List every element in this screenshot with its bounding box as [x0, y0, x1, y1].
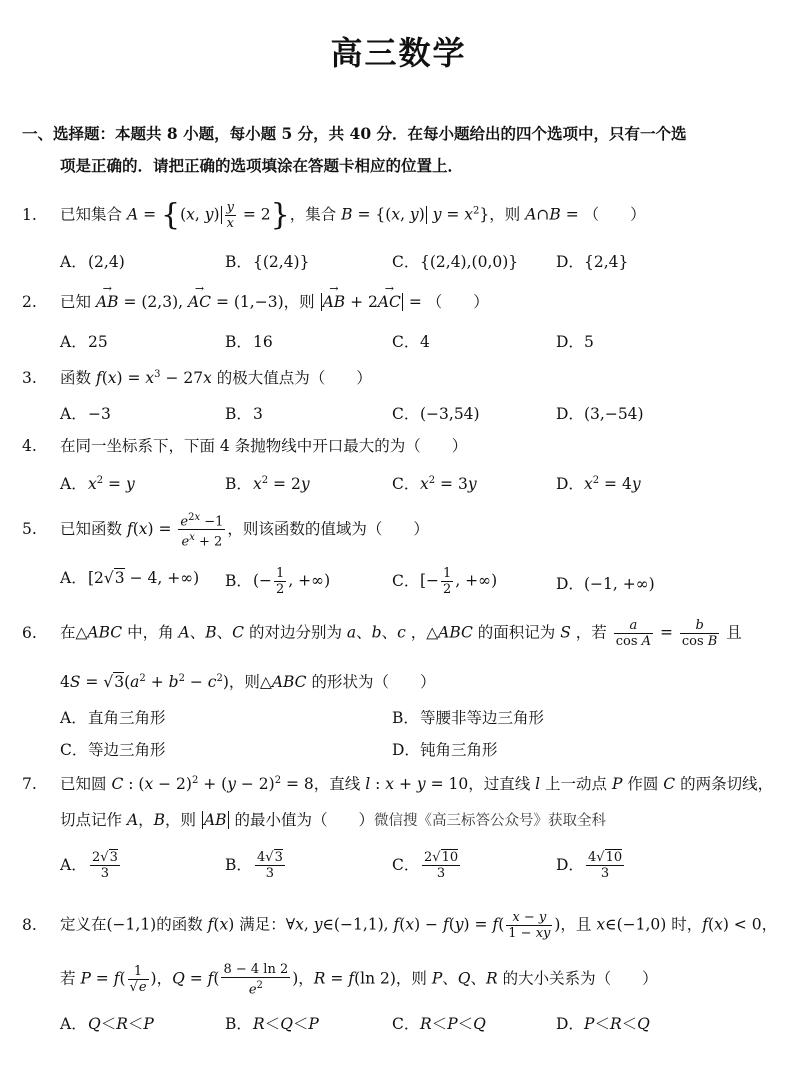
section-heading: [22, 118, 772, 182]
q6-option-c[interactable]: C．等边三角形: [60, 741, 166, 759]
q3-option-d[interactable]: D．(3,−54): [556, 405, 644, 423]
q2-option-b[interactable]: B．16: [225, 333, 273, 351]
q7-option-c[interactable]: C． $\frac{2√10}{3}$: [392, 850, 459, 881]
question-number: 4.: [22, 437, 37, 455]
question-number: 6.: [22, 623, 37, 642]
question-4: [22, 434, 782, 456]
question-number: 5.: [22, 519, 37, 538]
q7-option-a[interactable]: A． $\frac{2√3}{3}$: [60, 850, 118, 881]
question-8: 8. 定义在(−1,1)的函数 f(x) 满足：∀x, y∈(−1,1), f(x) − f(y) = f( $\frac{x - y}{1 - xy}$ )，且 x∈(−1,0) 时，f(x) < 0，: [22, 910, 778, 941]
q4-option-d[interactable]: D．$x^2 = 4y$: [556, 474, 641, 493]
question-number: 2.: [22, 293, 37, 311]
question-5: 5. 已知函数 f(x) = $\frac{e^{2x} -1}{e^x + 2}$ ，则该函数的值域为（ ）: [22, 512, 429, 550]
q1-option-b[interactable]: B．{(2,4)}: [225, 253, 310, 271]
q4-option-c[interactable]: C．$x^2 = 3y$: [392, 474, 477, 493]
question-1: 1. 已知集合 A = {(x, y) $\frac{y}{x}$ = 2}，集合 B = {(x, y) $y = x^2$}，则 A∩B = （ ）: [22, 197, 646, 233]
q5-option-a[interactable]: A．[2√3 − 4, +∞): [60, 569, 200, 587]
question-2: 2. 已知 → AB = (2,3), → AC = (1,−3)，则 → AB + 2→ AC = （ ）: [22, 290, 782, 312]
question-number: 7.: [22, 775, 37, 793]
q2-option-c[interactable]: C．4: [392, 333, 430, 351]
question-8-cont: 若 P = f( $\frac{1}{√e}$ )，Q = f( $\frac{8 - 4 \ln 2}{e^2}$ )，R = f(ln 2)，则 P、Q、R 的大小关系为（ ）: [60, 962, 658, 998]
q3-option-a[interactable]: A．−3: [60, 405, 111, 423]
q8-option-b[interactable]: B．R＜Q＜P: [225, 1015, 319, 1033]
q4-option-a[interactable]: A．$x^2 = y$: [60, 474, 135, 493]
q8-option-d[interactable]: D．P＜R＜Q: [556, 1015, 650, 1033]
q3-option-b[interactable]: B．3: [225, 405, 263, 423]
q8-option-a[interactable]: A．Q＜R＜P: [60, 1015, 154, 1033]
q3-option-c[interactable]: C．(−3,54): [392, 405, 480, 423]
q8-option-c[interactable]: C．R＜P＜Q: [392, 1015, 486, 1033]
q2-option-a[interactable]: A．25: [60, 333, 108, 351]
q7-option-d[interactable]: D． $\frac{4√10}{3}$: [556, 850, 623, 881]
q5-option-d[interactable]: D．(−1, +∞): [556, 575, 655, 593]
q1-option-a[interactable]: A．(2,4): [60, 253, 125, 271]
page-title: 高三数学: [330, 34, 467, 72]
question-7: 7. 已知圆 C : $(x - 2)^2 + (y - 2)^2 = 8$，直线 l : x + y = 10，过直线 l 上一动点 P 作圆 C 的两条切线，: [22, 774, 774, 793]
section-line-2: 项是正确的．请把正确的选项填涂在答题卡相应的位置上．: [60, 156, 464, 175]
watermark-text: 微信搜《高三标答公众号》获取全科: [374, 813, 607, 829]
q1-option-c[interactable]: C．{(2,4),(0,0)}: [392, 253, 519, 271]
question-number: 3.: [22, 369, 37, 387]
q1-option-d[interactable]: D．{2,4}: [556, 253, 629, 271]
q6-option-d[interactable]: D．钝角三角形: [392, 741, 498, 759]
q7-option-b[interactable]: B． $\frac{4√3}{3}$: [225, 850, 283, 881]
question-6-cont: $4S = √3(a^2 + b^2 - c^2)$，则△ABC 的形状为（ ）: [60, 672, 436, 691]
q6-option-b[interactable]: B．等腰非等边三角形: [392, 709, 545, 727]
question-number: 8.: [22, 915, 37, 934]
question-3: 3. 函数 $f(x) = x^3 - 27x$ 的极大值点为（ ）: [22, 368, 372, 387]
q5-option-b[interactable]: B．(− $\frac{1}{2}$ , +∞): [225, 566, 331, 597]
question-7-cont: 切点记作 A，B，则 AB 的最小值为（ ）微信搜《高三标答公众号》获取全科: [60, 811, 607, 829]
question-text: 在同一坐标系下，下面 4 条抛物线中开口最大的为（ ）: [60, 437, 468, 455]
q5-option-c[interactable]: C．[− $\frac{1}{2}$ , +∞): [392, 566, 498, 597]
question-6: 6. 在△ABC 中，角 A、B、C 的对边分别为 a、b、c ，△ABC 的面积记为 S ，若 $\frac{a}{\text{cos A}}$ = $\frac{b}{\text{cos B}}$ 且: [22, 618, 742, 649]
q2-option-d[interactable]: D．5: [556, 333, 594, 351]
q6-option-a[interactable]: A．直角三角形: [60, 709, 166, 727]
section-line-1: 一、选择题：本题共 8 小题，每小题 5 分，共 40 分．在每小题给出的四个选项中，只有一个选: [22, 124, 687, 143]
question-number: 1.: [22, 205, 37, 224]
q4-option-b[interactable]: B．$x^2 = 2y$: [225, 474, 310, 493]
